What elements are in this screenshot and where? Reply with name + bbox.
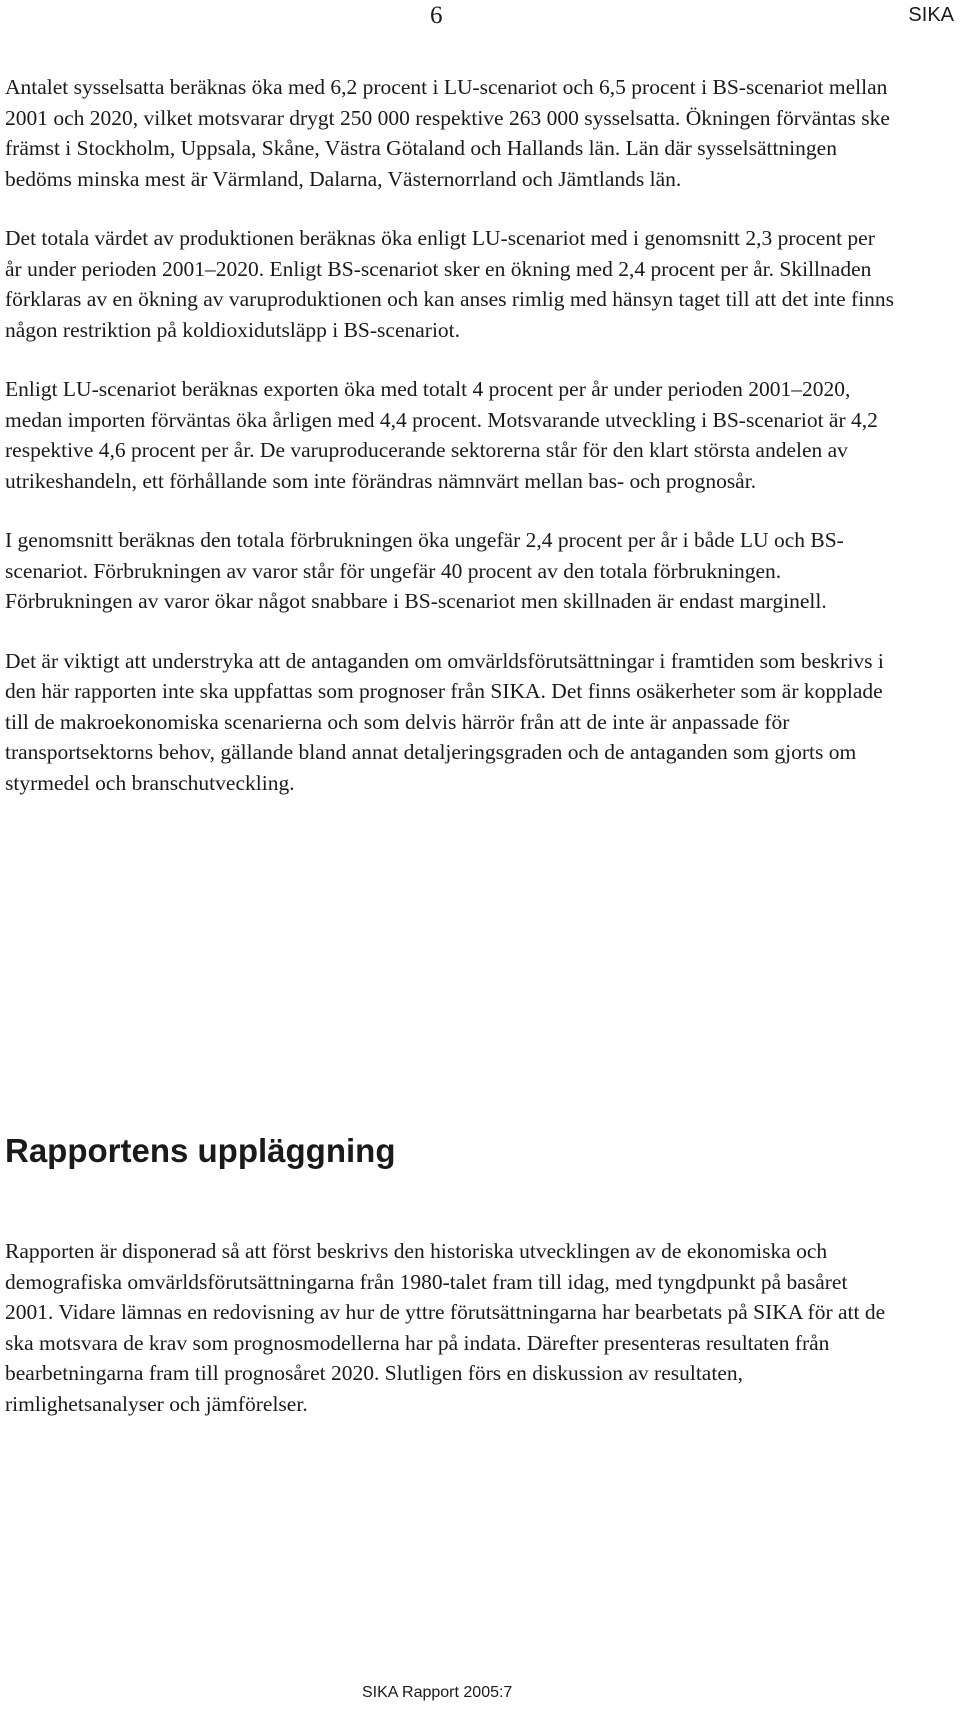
- section-heading: Rapportens uppläggning: [5, 1132, 396, 1169]
- paragraph-production: Det totala värdet av produktionen beräknas öka enligt LU-scenariot med i genomsnitt 2,3 procent per år under perioden 2001–2020. Enligt BS-scenariot sker en ökning med 2,4 procent per år. Skillnaden förklaras av en ökning av varuproduktionen och kan anses rimlig med hänsyn taget till att det inte finns någon restriktion på koldioxidutsläpp i BS-scenariot.: [5, 226, 895, 342]
- body-text: [5, 72, 895, 827]
- paragraph-disclaimer: Det är viktigt att understryka att de antaganden om omvärldsförutsättningar i framtiden som beskrivs i den här rapporten inte ska uppfattas som prognoser från SIKA. Det finns osäkerheter som är kopplade till de makroekonomiska scenarierna och som delvis härrör från att de inte är anpassade för transportsektorns behov, gällande bland annat detaljeringsgraden och de antaganden som gjorts om styrmedel och branschutveckling.: [5, 648, 884, 795]
- paragraph-trade: Enligt LU-scenariot beräknas exporten öka med totalt 4 procent per år under perioden 2001–2020, medan importen förväntas öka årligen med 4,4 procent. Motsvarande utveckling i BS-scenariot är 4,2 respektive 4,6 procent per år. De varuproducerande sektorerna står för den klart största andelen av utrikeshandeln, ett förhållande som inte förändras nämnvärt mellan bas- och prognosår.: [5, 377, 878, 493]
- paragraph-employment: Antalet sysselsatta beräknas öka med 6,2 procent i LU-scenariot och 6,5 procent i BS-scenariot mellan 2001 och 2020, vilket motsvarar drygt 250 000 respektive 263 000 sysselsatta. Ökningen förväntas ske främst i Stockholm, Uppsala, Skåne, Västra Götaland och Hallands län. Län där sysselsättningen bedöms minska mest är Värmland, Dalarna, Västernorrland och Jämtlands län.: [5, 75, 890, 191]
- page-number: 6: [430, 2, 443, 29]
- paragraph-report-outline: Rapporten är disponerad så att först beskrivs den historiska utvecklingen av de ekonomiska och demografiska omvärldsförutsättningarna från 1980-talet fram till idag, med tyngdpunkt på basåret 2001. Vidare lämnas en redovisning av hur de yttre förutsättningarna har bearbetats på SIKA för att de ska motsvara de krav som prognosmodellerna har på indata. Därefter presenteras resultaten från bearbetningarna fram till prognosåret 2020. Slutligen förs en diskussion av resultaten, rimlighetsanalyser och jämförelser.: [5, 1239, 886, 1416]
- page-footer: SIKA Rapport 2005:7: [362, 1684, 513, 1701]
- section-body: [5, 1236, 895, 1448]
- brand-label: SIKA: [908, 4, 954, 26]
- paragraph-consumption: I genomsnitt beräknas den totala förbrukningen öka ungefär 2,4 procent per år i både LU och BS-scenariot. Förbrukningen av varor står för ungefär 40 procent av den totala förbrukningen. Förbrukningen av varor ökar något snabbare i BS-scenariot men skillnaden är endast marginell.: [5, 528, 844, 613]
